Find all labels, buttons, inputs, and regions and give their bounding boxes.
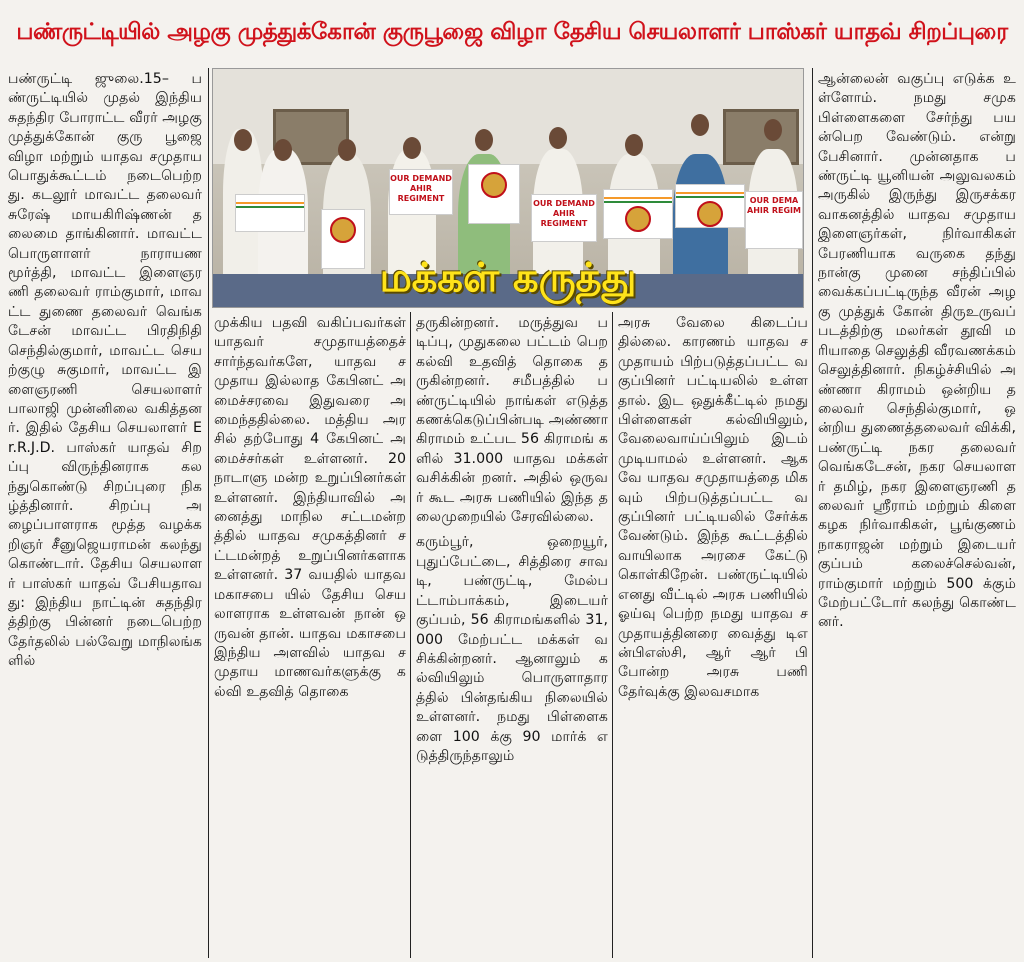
article-column-1 [8,70,202,958]
placard [468,164,520,224]
article-column-5 [818,70,1016,958]
photo-caption: மக்கள் கருத்து [379,255,637,301]
placard-line: AHIR REGIMENT [540,209,588,228]
photo-head [475,129,493,151]
photo-head [691,114,709,136]
photo-head [234,129,252,151]
placard [531,194,597,242]
placard [389,169,453,215]
photo-head [338,139,356,161]
column-rule [410,312,411,958]
flag-stripe [604,197,672,203]
emblem-icon [625,206,651,232]
photo-head [403,137,421,159]
column-rule [612,312,613,958]
article-column-3 [416,314,608,958]
paragraph: தருகின்றனர். மருத்துவ படிப்பு, முதுகலை பட்டம் பெற கல்வி உதவித் தொகை தருகின்றனர். சமீபத்தில் பண்ருட்டியில் நாங்கள் எடுத்த கணக்கெடுப்பின்படி அண்ணா கிராமம் உட்பட 56 கிராமங் களில் 31.000 யாதவ மக்கள் வசிக்கின் றனர். அதில் ஒருவர் கூட அரசு பணியில் இந்த தலைமுறையில் சேரவில்லை. [416,315,608,526]
placard [235,194,305,232]
photo-head [274,139,292,161]
placard-line: AHIR REGIMENT [397,184,445,203]
flag-stripe [236,202,304,208]
emblem-icon [697,201,723,227]
paragraph: ஆன்லைன் வகுப்பு எடுக்க உள்ளோம். நமது சமுக பிள்ளைகளை சேர்ந்து பயன்பெற வேண்டும். என்று பேசினார். முன்னதாக பண்ருட்டி யூனியன் அலுவலகம் அருகில் இருந்து இருசக்கர வாகனத்தில் யாதவ சமுதாய இளைஞர்கள், நிர்வாகிகள் பேரணியாக வருகை தந்து நான்கு முனை சந்திப்பில் வைக்கப்பட்டிருந்த வீரன் அழகு முத்துக் கோன் திருஉருவப் படத்திற்கு மலர்கள் தூவி மரியாதை செலுத்தி வீரவணக்கம் செலுத்தினார். நிகழ்ச்சியில் அண்ணா கிராமம் ஒன்றிய தலைவர் செந்தில்குமார், ஒன்றிய துணைத்தலைவர் விக்கி, பண்ருட்டி நகர தலைவர் வெங்கடேசன், நகர செயலாளர் தமிழ், நகர இளைஞரணி தலைவர் ஸ்ரீராம் மற்றும் கிளை கழக நிர்வாகிகள், பூங்குணம் நாகராஜன் மற்றும் இடையர் குப்பம் கலைச்செல்வன், ராம்குமார் மற்றும் 500 க்கும் மேற்பட்டோர் கலந்து கொண்டனர். [818,71,1016,631]
photo-head [549,127,567,149]
news-photo [212,68,804,308]
column-rule [208,68,209,958]
article-column-2 [214,314,406,958]
placard-line: OUR DEMAND [390,174,452,183]
article-column-4 [618,314,808,958]
headline: பண்ருட்டியில் அழகு முத்துக்கோன் குருபூஜை விழா தேசிய செயலாளர் பாஸ்கர் யாதவ் சிறப்புரை [16,18,1008,45]
paragraph: பண்ருட்டி ஜுலை.15– பண்ருட்டியில் முதல் இந்திய சுதந்திர போராட்ட வீரர் அழகு முத்துக்கோன் குரு பூஜை விழா மற்றும் யாதவ சமுதாய பொதுக்கூட்டம் நடைபெற்றது. கடலூர் மாவட்ட தலைவர் சுரேஷ் மாயகிரிஷ்ணன் தலைமை தாங்கினார். மாவட்ட பொருளாளர் நாராயண மூர்த்தி, மாவட்ட இளைஞரணி தலைவர் ராம்குமார், மாவட்ட துணை தலைவர் வெங்கடேசன் மாவட்ட பிரதிநிதி செந்தில்குமார், மாவட்ட செயற்குழு சுகுமார், மாவட்ட இளைஞரணி செயலாளர் பாலாஜி முன்னிலை வகித்தனர். இதில் தேசிய செயலாளர் Er.R.J.D. பாஸ்கர் யாதவ் சிறப்பு விருந்தினராக கலந்துகொண்டு சிறப்புரை நிகழ்த்தினார். சிறப்பு அழைப்பாளராக மூத்த வழக்கறிஞர் சீனுஜெயராமன் கலந்து கொண்டார். தேசிய செயலாளர் பாஸ்கர் யாதவ் பேசியதாவது: இந்திய நாட்டின் சுதந்திரத்திற்கு பின்னர் நடைபெற்ற தேர்தலில் பல்வேறு மாநிலங்களில் [8,71,202,670]
photo-head [764,119,782,141]
placard [603,189,673,239]
emblem-icon [481,172,507,198]
column-rule [812,68,813,958]
placard-line: OUR DEMA [749,196,799,205]
placard [745,191,803,249]
placard [675,184,745,228]
placard-line: OUR DEMAND [533,199,595,208]
paragraph: கரும்பூர், ஒறையூர், புதுப்பேட்டை, சித்திரை சாவடி, பண்ருட்டி, மேல்பட்டாம்பாக்கம், இடையர் குப்பம், 56 கிராமங்களில் 31, 000 மேற்பட்ட மக்கள் வசிக்கின்றனர். ஆனாலும் கல்வியிலும் பொருளாதாரத்தில் பின்தங்கிய நிலையில் உள்ளனர். நமது பிள்ளைகளை 100 க்கு 90 மார்க் எடுத்திருந்தாலும் [416,534,608,764]
flag-stripe [676,192,744,198]
placard-line: AHIR REGIM [747,206,801,215]
emblem-icon [330,217,356,243]
paragraph: முக்கிய பதவி வகிப்பவர்கள் யாதவர் சமுதாயத்தைச் சார்ந்தவர்களே, யாதவ சமுதாய இல்லாத கேபினட் அமைச்சரவை இதுவரை அமைந்ததில்லை. மத்திய அரசில் தற்போது 4 கேபினட் அமைச்சர்கள் உள்ளனர். 20 நாடாளு மன்ற உறுப்பினர்கள் உள்ளனர். இந்தியாவில் அனைத்து மாநில சட்டமன்றத்தில் யாதவ சமுகத்தினர் சட்டமன்றத் உறுப்பினர்களாக உள்ளனர். 37 வயதில் யாதவ மகாசபை யில் தேசிய செயலாளராக உள்ளவன் நான் ஒருவன் தான். யாதவ மகாசபை இந்திய அளவில் யாதவ சமுதாய மாணவர்களுக்கு கல்வி உதவித் தொகை [214,315,406,700]
paragraph: அரசு வேலை கிடைப்பதில்லை. காரணம் யாதவ சமுதாயம் பிற்படுத்தப்பட்ட வகுப்பினர் பட்டியலில் உள்ளதால். இட ஒதுக்கீட்டில் நமது பிள்ளைகள் கல்வியிலும், வேலைவாய்ப்பிலும் இடம் முடியாமல் உள்ளனர். ஆகவே யாதவ சமுதாயத்தை மிகவும் பிற்படுத்தப்பட்ட வகுப்பினர் பட்டியலில் சேர்க்க வேண்டும். இந்த கூட்டத்தில் வாயிலாக அரசை கேட்டு கொள்கிறேன். பண்ருட்டியில் எனது வீட்டில் அரசு பணியில் ஓய்வு பெற்ற நமது யாதவ சமுதாயத்தினரை வைத்து டிஎன்பிஎஸ்சி, ஆர் ஆர் பி போன்ற அரசு பணி தேர்வுக்கு இலவசமாக [618,315,808,700]
photo-head [625,134,643,156]
